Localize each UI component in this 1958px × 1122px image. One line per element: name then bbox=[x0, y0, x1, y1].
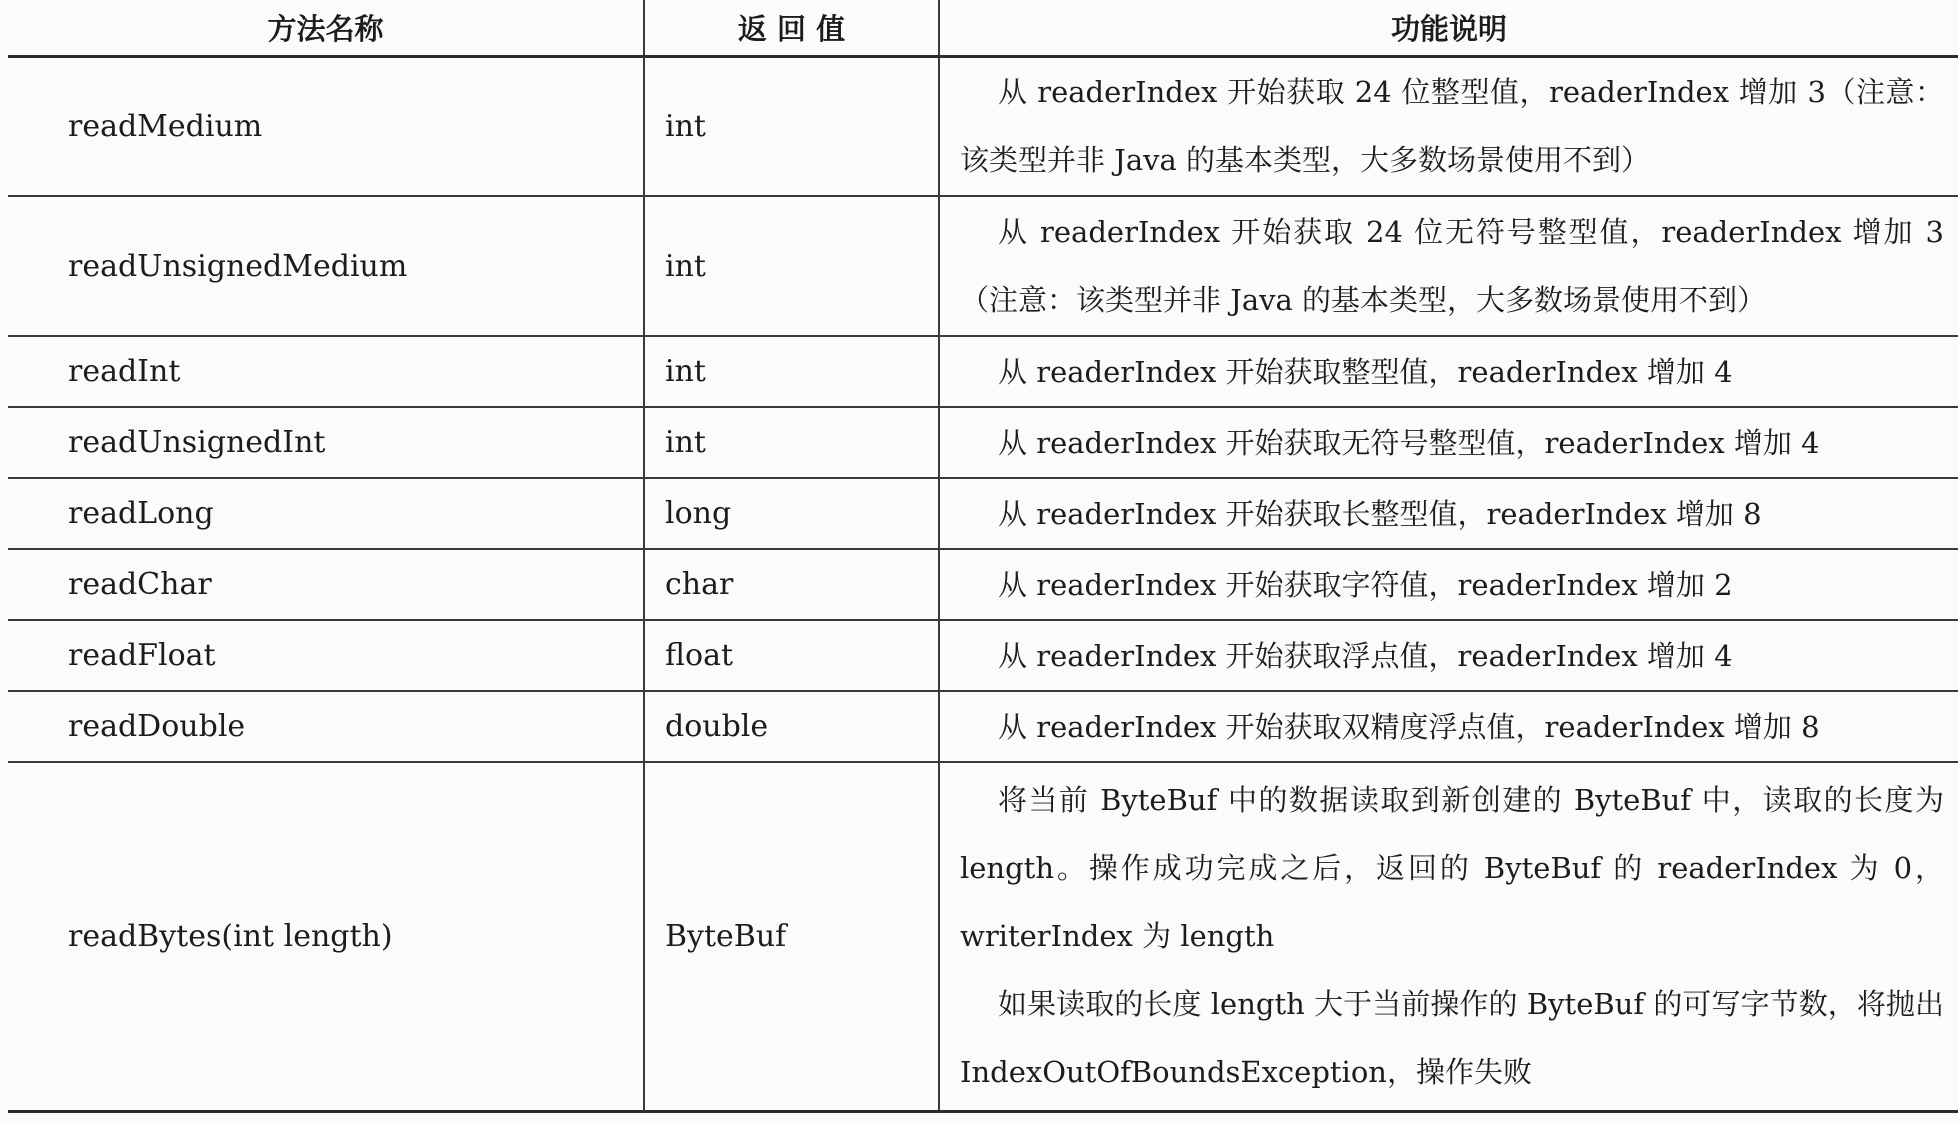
return-type: int bbox=[644, 407, 939, 478]
method-description bbox=[939, 762, 1958, 1111]
description-paragraph: 从 readerIndex 开始获取整型值，readerIndex 增加 4 bbox=[998, 354, 1733, 389]
description-paragraph: 从 readerIndex 开始获取双精度浮点值，readerIndex 增加 8 bbox=[998, 709, 1820, 744]
description-paragraph: 从 readerIndex 开始获取无符号整型值，readerIndex 增加 4 bbox=[998, 425, 1820, 460]
table-row bbox=[8, 762, 1958, 1111]
table-row bbox=[8, 407, 1958, 478]
description-paragraph: 如果读取的长度 length 大于当前操作的 ByteBuf 的可写字节数，将抛出 IndexOutOfBoundsException，操作失败 bbox=[960, 987, 1944, 1090]
method-name: readUnsignedInt bbox=[8, 407, 644, 478]
method-table bbox=[8, 0, 1958, 1113]
method-name: readInt bbox=[8, 336, 644, 407]
method-name: readMedium bbox=[8, 56, 644, 196]
method-description bbox=[939, 620, 1958, 691]
table-row bbox=[8, 549, 1958, 620]
table-header-row bbox=[8, 0, 1958, 56]
header-method-name: 方法名称 bbox=[8, 0, 644, 56]
method-description bbox=[939, 56, 1958, 196]
method-name: readBytes(int length) bbox=[8, 762, 644, 1111]
description-paragraph: 从 readerIndex 开始获取 24 位无符号整型值，readerIndex 增加 3（注意：该类型并非 Java 的基本类型，大多数场景使用不到） bbox=[960, 215, 1944, 317]
method-description bbox=[939, 549, 1958, 620]
description-paragraph: 从 readerIndex 开始获取长整型值，readerIndex 增加 8 bbox=[998, 496, 1762, 531]
table-row bbox=[8, 478, 1958, 549]
return-type: int bbox=[644, 336, 939, 407]
description-paragraph: 从 readerIndex 开始获取浮点值，readerIndex 增加 4 bbox=[998, 638, 1733, 673]
table-row bbox=[8, 620, 1958, 691]
table-row bbox=[8, 196, 1958, 336]
description-paragraph: 从 readerIndex 开始获取字符值，readerIndex 增加 2 bbox=[998, 567, 1733, 602]
return-type: double bbox=[644, 691, 939, 762]
return-type: long bbox=[644, 478, 939, 549]
return-type: char bbox=[644, 549, 939, 620]
description-paragraph: 从 readerIndex 开始获取 24 位整型值，readerIndex 增加 3（注意：该类型并非 Java 的基本类型，大多数场景使用不到） bbox=[960, 75, 1944, 178]
return-type: int bbox=[644, 56, 939, 196]
return-type: int bbox=[644, 196, 939, 336]
method-description bbox=[939, 478, 1958, 549]
table-row bbox=[8, 691, 1958, 762]
return-type: float bbox=[644, 620, 939, 691]
method-name: readDouble bbox=[8, 691, 644, 762]
table-row bbox=[8, 56, 1958, 196]
return-type: ByteBuf bbox=[644, 762, 939, 1111]
method-description bbox=[939, 691, 1958, 762]
method-description bbox=[939, 196, 1958, 336]
method-name: readChar bbox=[8, 549, 644, 620]
description-paragraph: 将当前 ByteBuf 中的数据读取到新创建的 ByteBuf 中，读取的长度为 length。操作成功完成之后，返回的 ByteBuf 的 readerIndex 为 0，writerIndex 为 length bbox=[960, 783, 1944, 954]
method-name: readFloat bbox=[8, 620, 644, 691]
header-return-value: 返 回 值 bbox=[644, 0, 939, 56]
method-description bbox=[939, 407, 1958, 478]
method-name: readUnsignedMedium bbox=[8, 196, 644, 336]
method-name: readLong bbox=[8, 478, 644, 549]
header-description: 功能说明 bbox=[939, 0, 1958, 56]
table-row bbox=[8, 336, 1958, 407]
method-description bbox=[939, 336, 1958, 407]
